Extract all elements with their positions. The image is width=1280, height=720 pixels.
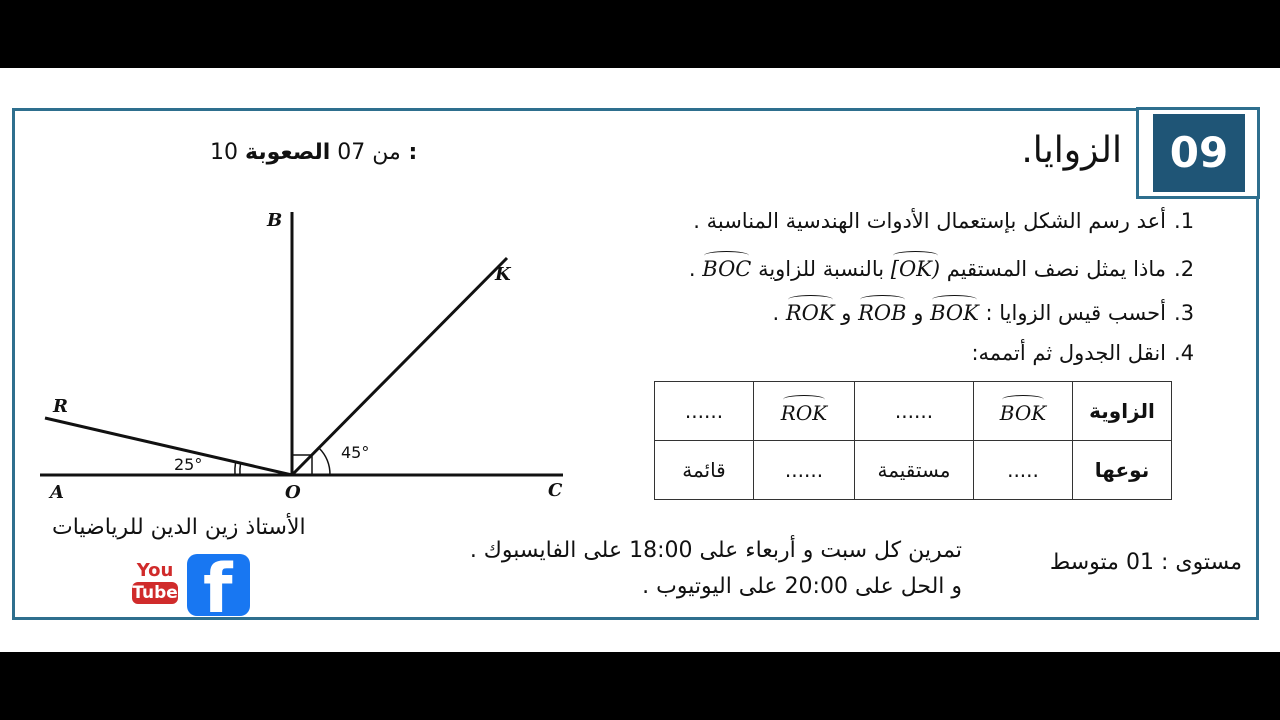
exercise-number: 09 (1153, 114, 1245, 192)
question-text: أعد رسم الشكل بإستعمال الأدوات الهندسية المناسبة . (693, 209, 1166, 233)
question-end: . (772, 301, 780, 325)
angle-25-label: 25° (174, 455, 203, 474)
table-cell: ...... (655, 382, 754, 441)
angle-rok: ROK (781, 397, 827, 425)
schedule-line-1: تمرين كل سبت و أربعاء على 18:00 على الفايسبوك . (469, 538, 962, 563)
question-2 (689, 253, 1214, 281)
youtube-you: You (136, 560, 174, 581)
question-3 (772, 297, 1214, 325)
schedule-line-2: و الحل على 20:00 على اليوتيوب . (642, 574, 962, 599)
conjunction: و (913, 301, 924, 325)
point-b: B (267, 210, 283, 231)
arc-25 (235, 462, 236, 475)
level: مستوى : 01 متوسط (1049, 550, 1242, 575)
question-number: 2. (1174, 257, 1195, 281)
ray-ok (292, 258, 507, 475)
schedule (470, 533, 962, 605)
point-c: C (548, 480, 563, 501)
question-number: 1. (1174, 209, 1195, 233)
point-o: O (285, 482, 301, 503)
table-row (655, 441, 1172, 500)
difficulty-value: 07 (337, 140, 366, 165)
youtube-icon[interactable] (130, 560, 180, 604)
angle-45-label: 45° (341, 443, 370, 462)
conjunction: و (841, 301, 852, 325)
teacher-name: الأستاذ زين الدين للرياضيات (52, 515, 306, 540)
point-a: A (50, 482, 64, 503)
point-r: R (53, 396, 68, 417)
table-cell: نوعها (1073, 441, 1172, 500)
question-number: 4. (1174, 341, 1195, 365)
question-text: ماذا يمثل نصف المستقيم (946, 257, 1166, 281)
geometry-figure (30, 190, 590, 510)
question-end: . (688, 257, 696, 281)
ray-or (45, 418, 292, 475)
difficulty-max: 10 (210, 140, 238, 165)
arc-25 (240, 463, 241, 475)
table-cell: قائمة (655, 441, 754, 500)
facebook-icon[interactable]: f (187, 554, 250, 616)
question-4 (971, 341, 1214, 365)
table-row (655, 382, 1172, 441)
youtube-tube: Tube (132, 583, 178, 603)
difficulty-label: الصعوبة : (245, 140, 418, 165)
angle-bok: BOK (930, 297, 979, 325)
table-cell (754, 382, 855, 441)
table-cell (974, 382, 1073, 441)
question-text: بالنسبة للزاوية (758, 257, 885, 281)
arc-45 (319, 448, 330, 475)
table-cell: ...... (855, 382, 974, 441)
exercise-title: الزوايا. (1021, 130, 1122, 171)
ray-ok: [OK) (891, 253, 940, 281)
point-k: K (495, 264, 511, 285)
letterbox-top (0, 0, 1280, 68)
question-1 (693, 209, 1214, 233)
table-cell: ..... (974, 441, 1073, 500)
question-number: 3. (1174, 301, 1195, 325)
angle-rok: ROK (786, 297, 835, 325)
angle-bok: BOK (1000, 397, 1046, 425)
table-cell: ...... (754, 441, 855, 500)
table-cell: مستقيمة (855, 441, 974, 500)
difficulty (210, 140, 417, 165)
angle-boc: BOC (702, 253, 751, 281)
angle-rob: ROB (858, 297, 906, 325)
question-text: أحسب قيس الزوايا : (985, 301, 1166, 325)
letterbox-bottom (0, 652, 1280, 720)
table-cell: الزاوية (1073, 382, 1172, 441)
question-text: انقل الجدول ثم أتممه: (971, 341, 1166, 365)
angle-table (654, 381, 1172, 500)
difficulty-of: من (372, 140, 401, 165)
